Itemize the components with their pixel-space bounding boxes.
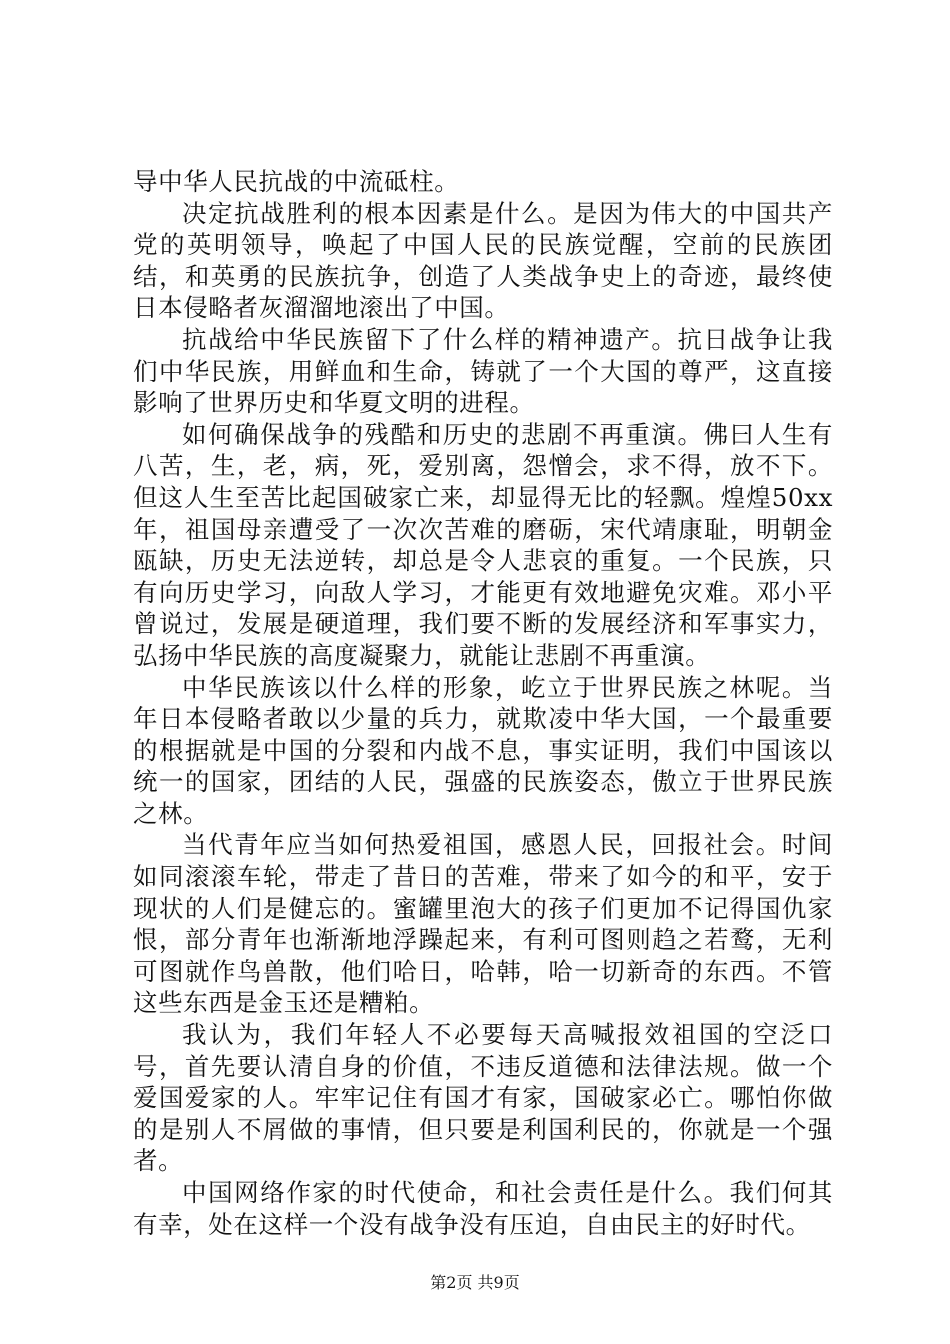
paragraph-4: 如何确保战争的残酷和历史的悲剧不再重演。佛曰人生有八苦，生，老，病，死，爱别离，怨憎会，求不得，放不下。但这人生至苦比起国破家亡来，却显得无比的轻飘。煌煌50xx年，祖国母亲遭受了一次次苦难的磨砺，宋代靖康耻，明朝金瓯缺，历史无法逆转，却总是令人悲哀的重复。一个民族，只有向历史学习，向敌人学习，才能更有效地避免灾难。邓小平曾说过，发展是硬道理，我们要不断的发展经济和军事实力，弘扬中华民族的高度凝聚力，就能让悲剧不再重演。 (133, 419, 833, 670)
document-body (133, 166, 833, 1240)
paragraph-6: 当代青年应当如何热爱祖国，感恩人民，回报社会。时间如同滚滚车轮，带走了昔日的苦难，带来了如今的和平，安于现状的人们是健忘的。蜜罐里泡大的孩子们更加不记得国仇家恨，部分青年也渐渐地浮躁起来，有利可图则趋之若鹜，无利可图就作鸟兽散，他们哈日，哈韩，哈一切新奇的东西。不管这些东西是金玉还是糟粕。 (133, 830, 833, 1018)
paragraph-2: 决定抗战胜利的根本因素是什么。是因为伟大的中国共产党的英明领导，唤起了中国人民的民族觉醒，空前的民族团结，和英勇的民族抗争，创造了人类战争史上的奇迹，最终使日本侵略者灰溜溜地滚出了中国。 (133, 198, 833, 323)
page-number-footer: 第2页 共9页 (430, 1273, 520, 1292)
paragraph-1: 导中华人民抗战的中流砥柱。 (133, 167, 460, 196)
paragraph-5: 中华民族该以什么样的形象，屹立于世界民族之林呢。当年日本侵略者敢以少量的兵力，就欺凌中华大国，一个最重要的根据就是中国的分裂和内战不息，事实证明，我们中国该以统一的国家，团结的人民，强盛的民族姿态，傲立于世界民族之林。 (133, 672, 833, 828)
paragraph-7: 我认为，我们年轻人不必要每天高喊报效祖国的空泛口号，首先要认清自身的价值，不违反道德和法律法规。做一个爱国爱家的人。牢牢记住有国才有家，国破家必亡。哪怕你做的是别人不屑做的事情，但只要是利国利民的，你就是一个强者。 (133, 1020, 833, 1176)
paragraph-3: 抗战给中华民族留下了什么样的精神遗产。抗日战争让我们中华民族，用鲜血和生命，铸就了一个大国的尊严，这直接影响了世界历史和华夏文明的进程。 (133, 324, 833, 418)
paragraph-8: 中国网络作家的时代使命，和社会责任是什么。我们何其有幸，处在这样一个没有战争没有压迫，自由民主的好时代。 (133, 1178, 833, 1239)
